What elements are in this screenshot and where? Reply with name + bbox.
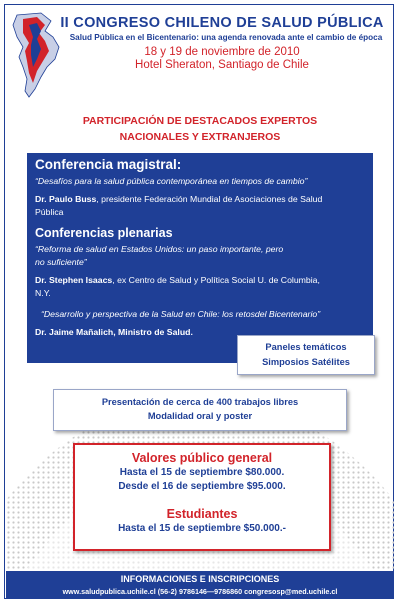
magistral-quote: “Desafíos para la salud pública contemporánea en tiempos de cambio” bbox=[35, 176, 308, 186]
general-price-early: Hasta el 15 de septiembre $80.000. bbox=[119, 467, 285, 478]
plenaria1-speaker bbox=[35, 274, 370, 287]
plenaria1-quote: “Reforma de salud en Estados Unidos: un paso importante, pero bbox=[35, 244, 284, 254]
plenarias-title: Conferencias plenarias bbox=[35, 226, 173, 240]
magistral-speaker-role-cont: Pública bbox=[35, 207, 64, 217]
experts-heading bbox=[25, 113, 375, 145]
americas-map-logo bbox=[11, 11, 63, 99]
plenaria1-speaker-role: , ex Centro de Salud y Política Social U. de Columbia, bbox=[112, 275, 320, 285]
poster bbox=[4, 4, 394, 599]
contact-line: www.saludpublica.uchile.cl (56-2) 9786146—9786860 congresosp@med.uchile.cl bbox=[62, 587, 338, 596]
congress-subtitle: Salud Pública en el Bicentenario: una agenda renovada ante el cambio de época bbox=[69, 33, 383, 42]
plenaria2-quote: “Desarrollo y perspectiva de la Salud en Chile: los retosdel Bicentenario” bbox=[41, 309, 321, 319]
conferences-box bbox=[27, 153, 373, 363]
congress-venue: Hotel Sheraton, Santiago de Chile bbox=[135, 59, 309, 71]
general-prices-title: Valores público general bbox=[131, 451, 273, 465]
plenaria2-speaker: Dr. Jaime Mañalich, Ministro de Salud. bbox=[35, 327, 193, 337]
magistral-speaker bbox=[35, 193, 370, 206]
panels-line2: Simposios Satélites bbox=[262, 357, 350, 367]
panels-box bbox=[237, 335, 375, 375]
magistral-speaker-role: , presidente Federación Mundial de Asociaciones de Salud bbox=[96, 194, 323, 204]
panels-line1: Paneles temáticos bbox=[265, 342, 347, 352]
free-works-line1: Presentación de cerca de 400 trabajos libres bbox=[101, 397, 299, 407]
students-prices-title: Estudiantes bbox=[166, 507, 238, 521]
general-price-late: Desde el 16 de septiembre $95.000. bbox=[118, 481, 286, 492]
magistral-title: Conferencia magistral: bbox=[35, 157, 182, 172]
info-footer bbox=[6, 571, 394, 599]
experts-heading-line2: NACIONALES Y EXTRANJEROS bbox=[119, 131, 281, 143]
free-works-box bbox=[53, 389, 347, 431]
prices-box bbox=[73, 443, 331, 551]
congress-title: II CONGRESO CHILENO DE SALUD PÚBLICA bbox=[60, 15, 384, 31]
congress-date: 18 y 19 de noviembre de 2010 bbox=[144, 46, 300, 58]
free-works-line2: Modalidad oral y poster bbox=[147, 411, 253, 421]
plenaria1-speaker-name: Dr. Stephen Isaacs bbox=[35, 275, 113, 285]
students-price-early: Hasta el 15 de septiembre $50.000.- bbox=[118, 523, 286, 534]
poster-header bbox=[5, 5, 395, 97]
plenaria1-speaker-role-cont: N.Y. bbox=[35, 288, 51, 298]
experts-heading-line1: PARTICIPACIÓN DE DESTACADOS EXPERTOS bbox=[82, 115, 318, 127]
plenaria1-quote-cont: no suficiente” bbox=[35, 257, 87, 267]
magistral-speaker-name: Dr. Paulo Buss bbox=[35, 194, 97, 204]
info-title: INFORMACIONES E INSCRIPCIONES bbox=[120, 574, 280, 584]
